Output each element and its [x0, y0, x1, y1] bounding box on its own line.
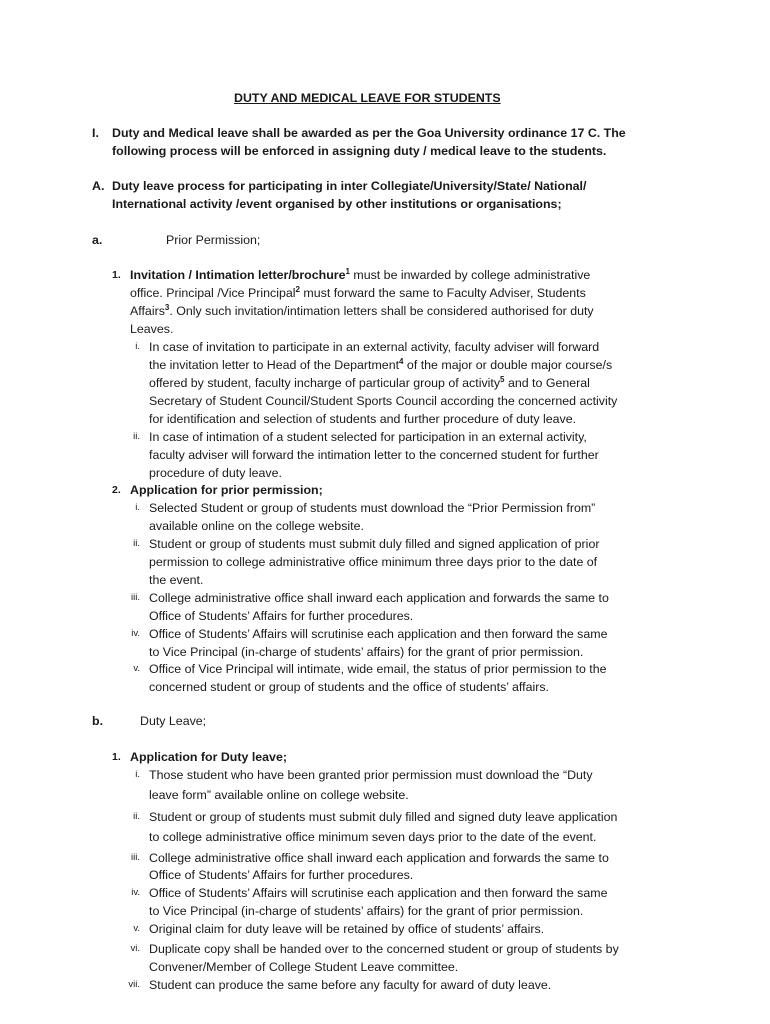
- roman-marker: ii.: [133, 431, 140, 442]
- paragraph-line: Office of Students’ Affairs will scrutinise each application and then forward the same: [149, 627, 608, 641]
- text-run: must forward the same to Faculty Adviser, Students: [299, 286, 586, 300]
- paragraph-line: Secretary of Student Council/Student Sports Council according the concerned activity: [149, 394, 618, 408]
- paragraph-line: [130, 266, 590, 284]
- subsection-heading: Prior Permission;: [166, 233, 261, 247]
- footnote-ref: 5: [500, 374, 505, 384]
- text-run: office. Principal /Vice Principal: [130, 286, 296, 300]
- section-text-line: following process will be enforced in assigning duty / medical leave to the students.: [112, 144, 607, 158]
- roman-marker: i.: [135, 769, 140, 780]
- roman-marker: i.: [135, 502, 140, 513]
- paragraph-line: Office of Students’ Affairs for further procedures.: [149, 868, 414, 882]
- paragraph-line: Student or group of students must submit duly filled and signed application of prior: [149, 537, 600, 551]
- text-run: of the major or double major course/s: [403, 358, 613, 372]
- paragraph-line: permission to college administrative office minimum three days prior to the date of: [149, 555, 598, 569]
- text-run: the invitation letter to Head of the Department: [149, 358, 400, 372]
- paragraph-line: Office of Vice Principal will intimate, wide email, the status of prior permission to the: [149, 662, 607, 676]
- paragraph-line: Convener/Member of College Student Leave committee.: [149, 960, 459, 974]
- roman-marker: iv.: [131, 628, 140, 639]
- roman-marker: v.: [133, 923, 140, 934]
- section-text-line: Duty and Medical leave shall be awarded as per the Goa University ordinance 17 C. The: [112, 126, 626, 140]
- footnote-ref: 2: [295, 284, 300, 294]
- section-marker: I.: [92, 126, 99, 140]
- paragraph-line: Duplicate copy shall be handed over to the concerned student or group of students by: [149, 942, 619, 956]
- text-run: and to General: [504, 376, 590, 390]
- roman-marker: i.: [135, 341, 140, 352]
- footnote-ref: 1: [345, 266, 350, 276]
- roman-marker: ii.: [133, 811, 140, 822]
- paragraph-line: [149, 356, 612, 374]
- footnote-ref: 3: [164, 302, 170, 312]
- section-marker: A.: [92, 179, 105, 193]
- roman-marker: iii.: [131, 852, 140, 863]
- paragraph-line: Student can produce the same before any faculty for award of duty leave.: [149, 978, 552, 992]
- list-number: 1.: [112, 269, 121, 281]
- paragraph-line: leave form” available online on college website.: [149, 788, 409, 802]
- paragraph-line: College administrative office shall inward each application and forwards the same to: [149, 851, 609, 865]
- roman-marker: v.: [133, 663, 140, 674]
- section-text-line: Duty leave process for participating in inter Collegiate/University/State/ National/: [112, 179, 587, 193]
- paragraph-line: [130, 284, 586, 302]
- footnote-ref: 4: [399, 356, 404, 366]
- subsection-heading: Duty Leave;: [140, 714, 207, 728]
- text-run: Affairs: [130, 304, 165, 318]
- paragraph-line: the event.: [149, 573, 204, 587]
- list-number: 2.: [112, 484, 121, 496]
- list-heading: Application for prior permission;: [130, 483, 323, 497]
- subsection-marker: b.: [92, 714, 104, 728]
- roman-marker: ii.: [133, 538, 140, 549]
- paragraph-line: In case of intimation of a student selected for participation in an external activity,: [149, 430, 587, 444]
- paragraph-line: for identification and selection of students and further procedure of duty leave.: [149, 412, 577, 426]
- paragraph-line: Office of Students’ Affairs will scrutinise each application and then forward the same: [149, 886, 608, 900]
- paragraph-line: to Vice Principal (in-charge of students’ affairs) for the grant of prior permission.: [149, 645, 584, 659]
- paragraph-line: [149, 374, 590, 392]
- roman-marker: vii.: [128, 979, 140, 990]
- paragraph-line: Those student who have been granted prior permission must download the “Duty: [149, 768, 593, 782]
- subsection-marker: a.: [92, 233, 103, 247]
- paragraph-line: faculty adviser will forward the intimation letter to the concerned student for further: [149, 448, 599, 462]
- roman-marker: vi.: [130, 943, 140, 954]
- paragraph-line: Student or group of students must submit duly filled and signed duty leave application: [149, 810, 618, 824]
- paragraph-line: Leaves.: [130, 322, 174, 336]
- roman-marker: iv.: [131, 887, 140, 898]
- text-run: . Only such invitation/intimation letters shall be considered authorised for duty: [169, 304, 594, 318]
- paragraph-line: [130, 302, 594, 320]
- list-number: 1.: [112, 751, 121, 763]
- paragraph-line: to Vice Principal (in-charge of students’ affairs) for the grant of prior permission.: [149, 904, 584, 918]
- paragraph-line: Original claim for duty leave will be retained by office of students’ affairs.: [149, 922, 545, 936]
- paragraph-line: Selected Student or group of students must download the “Prior Permission from”: [149, 501, 596, 515]
- text-run: offered by student, faculty incharge of particular group of activity: [149, 376, 501, 390]
- roman-marker: iii.: [131, 592, 140, 603]
- document-title: DUTY AND MEDICAL LEAVE FOR STUDENTS: [234, 91, 501, 105]
- paragraph-line: concerned student or group of students and the office of students’ affairs.: [149, 680, 549, 694]
- paragraph-line: College administrative office shall inward each application and forwards the same to: [149, 591, 609, 605]
- text-run: must be inwarded by college administrative: [349, 268, 591, 282]
- list-heading: Application for Duty leave;: [130, 750, 287, 764]
- bold-phrase: Invitation / Intimation letter/brochure: [130, 268, 346, 282]
- paragraph-line: to college administrative office minimum seven days prior to the date of the event.: [149, 830, 597, 844]
- paragraph-line: Office of Students’ Affairs for further procedures.: [149, 609, 414, 623]
- paragraph-line: available online on the college website.: [149, 519, 364, 533]
- paragraph-line: In case of invitation to participate in an external activity, faculty adviser will forward: [149, 340, 600, 354]
- paragraph-line: procedure of duty leave.: [149, 466, 282, 480]
- section-text-line: International activity /event organised by other institutions or organisations;: [112, 197, 562, 211]
